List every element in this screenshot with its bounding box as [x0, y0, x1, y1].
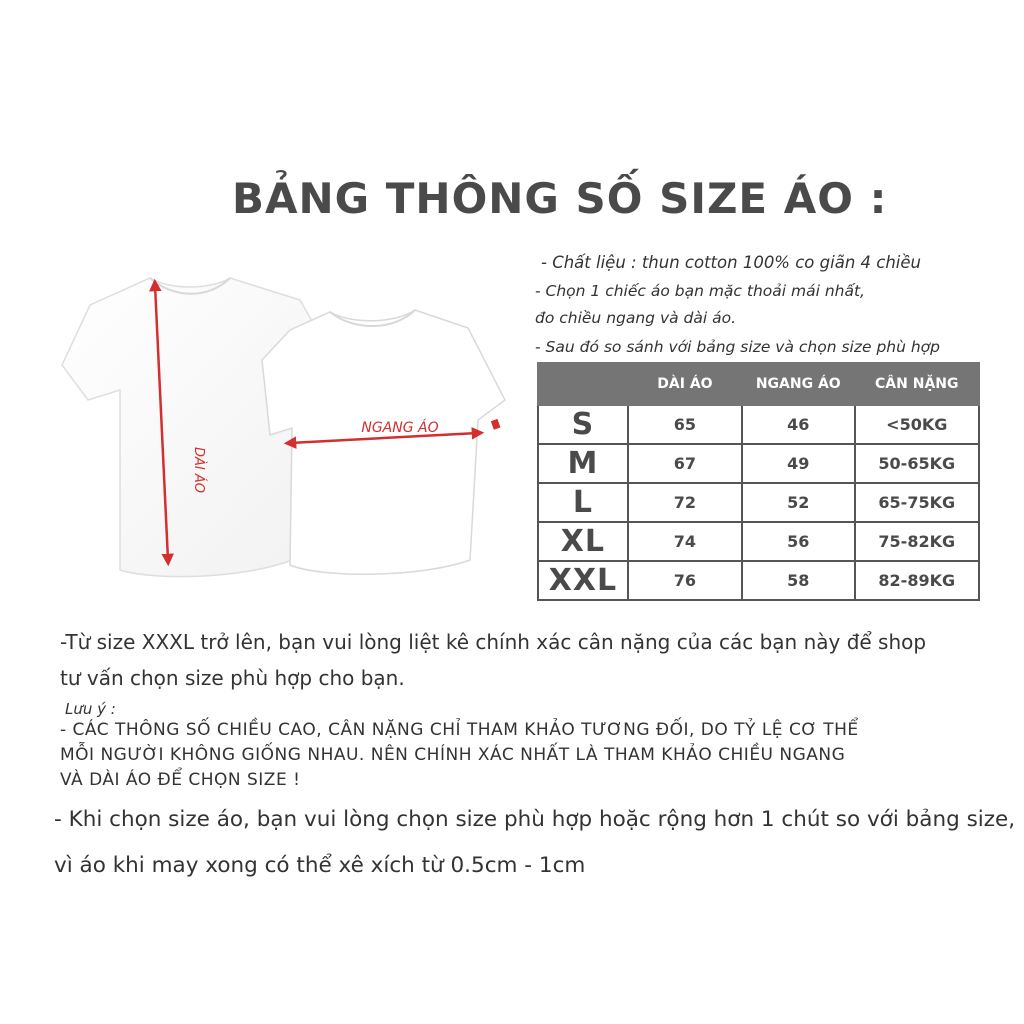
note-measure: đo chiều ngang và dài áo. — [535, 309, 737, 327]
note-choose-line1: - Khi chọn size áo, bạn vui lòng chọn size phù hợp hoặc rộng hơn 1 chút so với bảng size, — [54, 807, 1016, 832]
table-row — [538, 483, 979, 522]
table-row — [538, 561, 979, 600]
note-xxxl-line2: tư vấn chọn size phù hợp cho bạn. — [60, 666, 405, 690]
note-caps-line2: MỖI NGƯỜI KHÔNG GIỐNG NHAU. NÊN CHÍNH XÁC NHẤT LÀ THAM KHẢO CHIỀU NGANG — [60, 745, 846, 765]
size-label: S — [538, 405, 628, 444]
note-compare: - Sau đó so sánh với bảng size và chọn size phù hợp — [535, 338, 941, 356]
note-caps-line3: VÀ DÀI ÁO ĐỂ CHỌN SIZE ! — [60, 770, 301, 790]
weight-value: 75-82KG — [855, 522, 979, 561]
width-value: 49 — [742, 444, 855, 483]
table-header-width: NGANG ÁO — [742, 363, 855, 405]
width-value: 58 — [742, 561, 855, 600]
width-value: 46 — [742, 405, 855, 444]
note-material: - Chất liệu : thun cotton 100% co giãn 4 chiều — [541, 253, 921, 272]
size-label: XXL — [538, 561, 628, 600]
note-choose-line2: vì áo khi may xong có thể xê xích từ 0.5cm - 1cm — [54, 853, 586, 878]
length-label: DÀI ÁO — [191, 447, 206, 493]
table-row — [538, 405, 979, 444]
table-header-length: DÀI ÁO — [628, 363, 742, 405]
size-label: M — [538, 444, 628, 483]
length-value: 65 — [628, 405, 742, 444]
size-table — [537, 362, 980, 601]
note-caps-line1: - CÁC THÔNG SỐ CHIỀU CAO, CÂN NẶNG CHỈ THAM KHẢO TƯƠNG ĐỐI, DO TỶ LỆ CƠ THỂ — [60, 720, 859, 740]
note-xxxl-line1: -Từ size XXXL trở lên, bạn vui lòng liệt kê chính xác cân nặng của các bạn này để shop — [60, 630, 927, 654]
table-header-weight: CÂN NẶNG — [855, 363, 979, 405]
note-choose: - Chọn 1 chiếc áo bạn mặc thoải mái nhất, — [535, 282, 865, 300]
weight-value: 65-75KG — [855, 483, 979, 522]
weight-value: 82-89KG — [855, 561, 979, 600]
length-value: 74 — [628, 522, 742, 561]
table-row — [538, 522, 979, 561]
tshirt-diagram — [0, 260, 540, 590]
table-header-size — [538, 363, 628, 405]
width-value: 56 — [742, 522, 855, 561]
table-row — [538, 444, 979, 483]
length-value: 67 — [628, 444, 742, 483]
length-value: 72 — [628, 483, 742, 522]
size-label: L — [538, 483, 628, 522]
note-luu-y: Lưu ý : — [65, 700, 116, 718]
material-notes — [535, 248, 940, 362]
width-value: 52 — [742, 483, 855, 522]
length-value: 76 — [628, 561, 742, 600]
page-title: BẢNG THÔNG SỐ SIZE ÁO : — [232, 174, 888, 223]
bottom-notes — [54, 624, 1020, 885]
width-label: NGANG ÁO — [361, 420, 439, 436]
weight-value: <50KG — [855, 405, 979, 444]
table-header-row — [538, 363, 979, 405]
size-label: XL — [538, 522, 628, 561]
weight-value: 50-65KG — [855, 444, 979, 483]
